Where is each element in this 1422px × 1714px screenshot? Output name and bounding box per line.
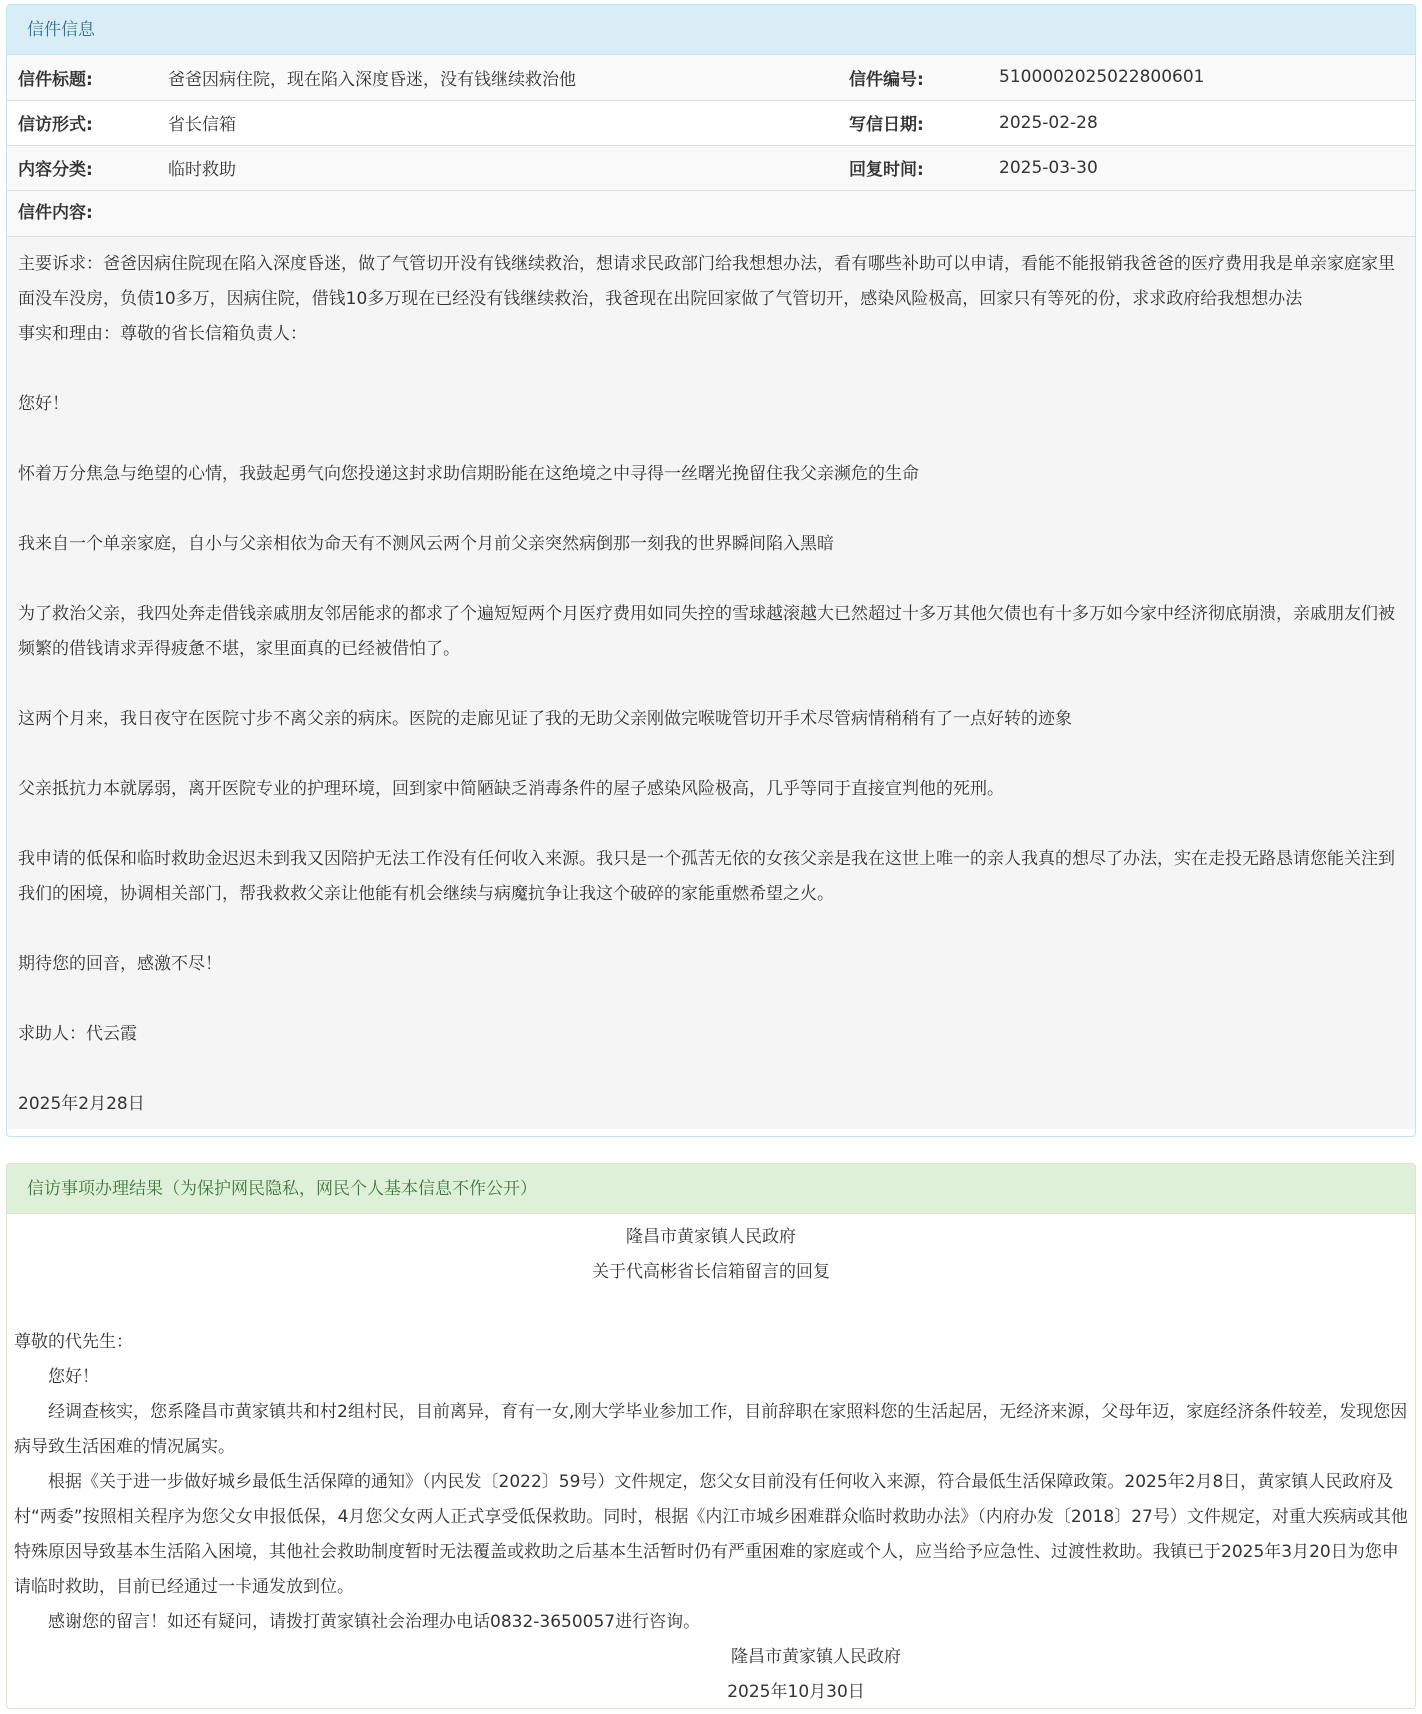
content-category-label: 内容分类: (7, 145, 157, 190)
handling-result-panel (6, 1163, 1416, 1709)
letter-content-label: 信件内容: (7, 191, 1415, 237)
reply-greeting: 您好！ (48, 1367, 99, 1387)
handling-result-heading: 信访事项办理结果（为保护网民隐私，网民个人基本信息不作公开） (7, 1164, 1415, 1214)
main-appeal-text: 主要诉求：爸爸因病住院现在陷入深度昏迷，做了气管切开没有钱继续救治，想请求民政部门给我想想办法，看有哪些补助可以申请，看能不能报销我爸爸的医疗费用我是单亲家庭家里面没车没房，负债10多万，因病住院，借钱10多万现在已经没有钱继续救治，我爸现在出院回家做了气管切开，感染风险极高，回家只有等死的份，求求政府给我想想办法 (18, 253, 1395, 309)
letter-title-value: 爸爸因病住院，现在陷入深度昏迷，没有钱继续救治他 (157, 55, 838, 100)
write-date-label: 写信日期: (838, 100, 988, 145)
letter-paragraph: 我来自一个单亲家庭，自小与父亲相依为命天有不测风云两个月前父亲突然病倒那一刻我的世界瞬间陷入黑暗 (18, 533, 834, 554)
reply-org: 隆昌市黄家镇人民政府 (626, 1227, 796, 1247)
reply-title: 关于代高彬省长信箱留言的回复 (592, 1262, 830, 1282)
reply-paragraph: 感谢您的留言！如还有疑问，请拨打黄家镇社会治理办电话0832-3650057进行咨询。 (48, 1612, 701, 1632)
reply-time-value: 2025-03-30 (988, 145, 1415, 190)
table-row (7, 145, 1415, 190)
table-row (7, 100, 1415, 145)
greeting-text: 您好！ (18, 393, 69, 414)
content-category-value: 临时救助 (157, 145, 838, 190)
letter-date: 2025年2月28日 (18, 1093, 145, 1114)
reply-signature: 隆昌市黄家镇人民政府 (731, 1647, 901, 1667)
letter-info-panel (6, 4, 1416, 1137)
letter-info-table (7, 55, 1415, 191)
letter-paragraph: 怀着万分焦急与绝望的心情，我鼓起勇气向您投递这封求助信期盼能在这绝境之中寻得一丝曙光挽留住我父亲濒危的生命 (18, 463, 919, 484)
letter-paragraph: 我申请的低保和临时救助金迟迟未到我又因陪护无法工作没有任何收入来源。我只是一个孤苦无依的女孩父亲是我在这世上唯一的亲人我真的想尽了办法，实在走投无路恳请您能关注到我们的困境，协调相关部门，帮我救救父亲让他能有机会继续与病魔抗争让我这个破碎的家能重燃希望之火。 (18, 848, 1395, 904)
reply-date: 2025年10月30日 (727, 1682, 865, 1702)
reply-salutation: 尊敬的代先生： (14, 1332, 133, 1352)
letter-title-label: 信件标题: (7, 55, 157, 100)
closing-text: 期待您的回音，感激不尽！ (18, 953, 222, 974)
reply-body (7, 1214, 1415, 1709)
letter-info-heading: 信件信息 (7, 5, 1415, 55)
reply-time-label: 回复时间: (838, 145, 988, 190)
letter-number-value: 5100002025022800601 (988, 55, 1415, 100)
table-row (7, 55, 1415, 100)
petition-form-value: 省长信箱 (157, 100, 838, 145)
letter-paragraph: 父亲抵抗力本就孱弱，离开医院专业的护理环境，回到家中简陋缺乏消毒条件的屋子感染风险极高，几乎等同于直接宣判他的死刑。 (18, 778, 1004, 799)
reply-paragraph: 经调查核实，您系隆昌市黄家镇共和村2组村民，目前离异，育有一女,刚大学毕业参加工作，目前辞职在家照料您的生活起居，无经济来源，父母年迈，家庭经济条件较差，发现您因病导致生活困难的情况属实。 (14, 1402, 1408, 1457)
letter-paragraph: 为了救治父亲，我四处奔走借钱亲戚朋友邻居能求的都求了个遍短短两个月医疗费用如同失控的雪球越滚越大已然超过十多万其他欠债也有十多万如今家中经济彻底崩溃，亲戚朋友们被频繁的借钱请求弄得疲惫不堪，家里面真的已经被借怕了。 (18, 603, 1395, 659)
letter-paragraph: 这两个月来，我日夜守在医院寸步不离父亲的病床。医院的走廊见证了我的无助父亲刚做完喉咙管切开手术尽管病情稍稍有了一点好转的迹象 (18, 708, 1072, 729)
facts-reasons-text: 事实和理由：尊敬的省长信箱负责人： (18, 323, 307, 344)
letter-number-label: 信件编号: (838, 55, 988, 100)
write-date-value: 2025-02-28 (988, 100, 1415, 145)
reply-paragraph: 根据《关于进一步做好城乡最低生活保障的通知》（内民发〔2022〕59号）文件规定，您父女目前没有任何收入来源，符合最低生活保障政策。2025年2月8日，黄家镇人民政府及村“两委”按照相关程序为您父女申报低保，4月您父女两人正式享受低保救助。同时，根据《内江市城乡困难群众临时救助办法》（内府办发〔2018〕27号）文件规定，对重大疾病或其他特殊原因导致基本生活陷入困境，其他社会救助制度暂时无法覆盖或救助之后基本生活暂时仍有严重困难的家庭或个人，应当给予应急性、过渡性救助。我镇已于2025年3月20日为您申请临时救助，目前已经通过一卡通发放到位。 (14, 1472, 1408, 1597)
petition-form-label: 信访形式: (7, 100, 157, 145)
petitioner-name: 求助人：代云霞 (18, 1023, 137, 1044)
letter-content-body (7, 237, 1415, 1129)
